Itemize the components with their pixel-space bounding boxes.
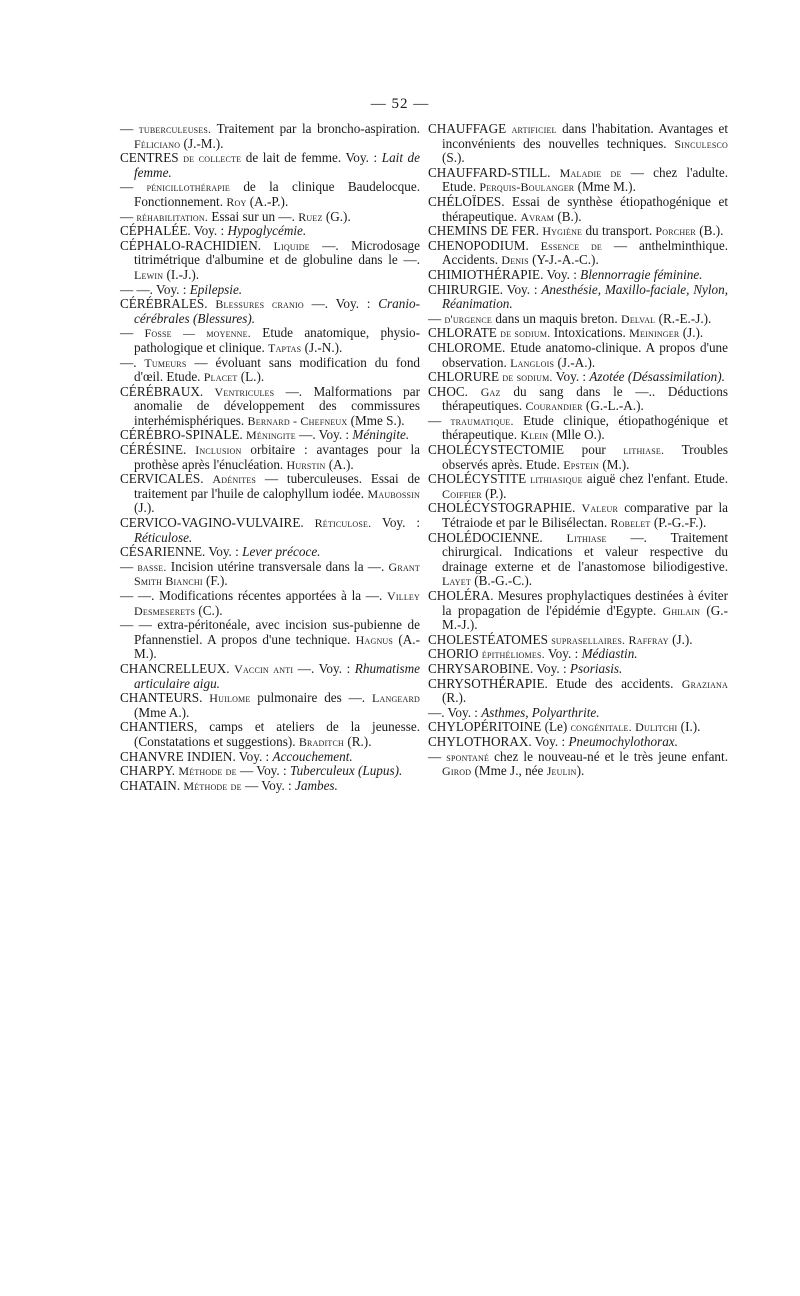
entry-text: — — [120, 558, 138, 574]
entry-text: comparative par la Tétraiode et par le Bilisélectan. — [442, 500, 728, 531]
index-entry — [120, 385, 420, 429]
entry-text: CÉRÉBRAUX. — [120, 383, 215, 399]
small-caps-text: Taptas — [268, 340, 302, 355]
right-column — [428, 122, 728, 779]
entry-text: CHRYSAROBINE. Voy. : — [428, 660, 570, 676]
index-entry — [120, 618, 420, 662]
entry-text: dans un maquis breton. — [492, 310, 621, 326]
entry-text: — —. Modifications récentes apportées à la —. — [120, 588, 388, 603]
small-caps-text: Essence de — [540, 238, 603, 253]
italic-text: Asthmes, Polyarthrite. — [481, 704, 600, 720]
entry-text: CHANCRELLEUX. — [120, 660, 235, 676]
entry-text: — — [120, 179, 147, 195]
entry-text: (R.-E.-J.). — [655, 310, 712, 326]
small-caps-text: Lewin — [134, 267, 164, 282]
small-caps-text: basse. — [137, 559, 167, 574]
entry-text: CHANTEURS. — [120, 690, 210, 706]
small-caps-text: Meininger — [629, 326, 680, 341]
index-entry — [428, 312, 728, 327]
entry-text: Incision utérine transversale dans la —. — [166, 558, 389, 574]
small-caps-text: Epstein — [563, 457, 600, 472]
entry-text: CHLORATE — [428, 325, 501, 341]
small-caps-text: Roy — [226, 194, 247, 209]
entry-text: —. Malformations par anomalie de développement des commissures interhémisphériques. — [134, 383, 421, 428]
entry-text: CHATAIN. — [120, 777, 184, 793]
italic-text: Tuberculeux (Lupus). — [289, 763, 403, 779]
entry-text: Intoxications. — [550, 325, 630, 341]
small-caps-text: Hurstin — [286, 457, 326, 472]
small-caps-text: lithiase. — [623, 443, 665, 458]
entry-text: CHAUFFARD-STILL. — [428, 164, 560, 180]
entry-text: CÉRÉSINE. — [120, 442, 196, 458]
entry-text: (A.). — [325, 456, 354, 472]
entry-text: Voy. : — [371, 515, 420, 531]
entry-text: — chez l'adulte. Etude. — [442, 164, 728, 195]
index-entry — [428, 385, 728, 414]
italic-text: Anesthésie, Maxillo-faciale, Nylon, Réanimation. — [442, 281, 728, 312]
index-entry — [120, 326, 420, 355]
entry-text: (Mme M.). — [574, 179, 636, 195]
index-entry — [120, 239, 420, 283]
index-entry — [428, 268, 728, 283]
small-caps-text: Méthode de — [183, 778, 242, 793]
small-caps-text: Liquide — [273, 238, 310, 253]
entry-text: — anthelminthique. Accidents. — [442, 237, 729, 268]
small-caps-text: Huilome — [209, 691, 251, 706]
index-entry — [120, 151, 420, 180]
entry-text: — — [428, 310, 445, 326]
index-entry — [428, 677, 728, 706]
entry-text: CÉPHALO-RACHIDIEN. — [120, 237, 274, 253]
entry-text: Essai sur un —. — [208, 208, 299, 224]
small-caps-text: Inclusion — [195, 443, 242, 458]
small-caps-text: traumatique. — [450, 413, 514, 428]
italic-text: Rhumatisme articulaire aigu. — [134, 660, 420, 691]
entry-text: ). — [576, 763, 585, 779]
entry-text: (S.). — [442, 150, 465, 166]
italic-text: Accouchement. — [272, 748, 353, 764]
index-entry — [120, 720, 420, 749]
index-entry — [120, 516, 420, 545]
entry-text: — — [428, 748, 447, 764]
entry-text: CHENOPODIUM. — [428, 237, 541, 253]
entry-text: Voy. : — [544, 646, 582, 662]
entry-text: —. Voy. : — [295, 427, 353, 443]
entry-text: (B.). — [554, 208, 582, 224]
left-column — [120, 122, 420, 793]
entry-text: — — [120, 208, 137, 224]
entry-text: —. Microdosage titrimétrique d'albumine et de globuline dans le —. — [134, 237, 420, 268]
index-entry — [120, 691, 420, 720]
index-entry — [120, 589, 420, 618]
entry-text: CHLOROME. Etude anatomo-clinique. A propos d'une observation. — [428, 339, 728, 370]
index-entry — [428, 531, 728, 589]
small-caps-text: Placet — [203, 370, 238, 385]
entry-text: — — [120, 121, 139, 136]
entry-text: (J.-N.). — [301, 339, 343, 355]
entry-text: — tuberculeuses. Essai de traitement par l'huile de calophyllum iodée. — [134, 471, 420, 501]
small-caps-text: Réticulose. — [314, 516, 372, 531]
small-caps-text: Langeard — [371, 691, 420, 706]
entry-text: (Y-J.-A.-C.). — [528, 252, 599, 268]
index-entry — [120, 283, 420, 298]
entry-text: dans l'habitation. Avantages et inconvénients des nouvelles techniques. — [442, 121, 728, 151]
entry-text: CHIMIOTHÉRAPIE. Voy. : — [428, 266, 581, 282]
small-caps-text: tuberculeuses. — [138, 122, 212, 136]
entry-text: (G.). — [322, 208, 351, 224]
entry-text: Etude anatomique, physio-pathologique et clinique. — [134, 325, 421, 355]
index-entry — [120, 662, 420, 691]
entry-text: — Voy. : — [236, 763, 290, 779]
index-entry — [428, 647, 728, 662]
small-caps-text: Tumeurs — [144, 355, 187, 370]
index-entry — [120, 750, 420, 765]
entry-text: — — extra-péritonéale, avec incision sus-pubienne de Pfannenstiel. A propos d'une technique. — [120, 617, 420, 647]
entry-text: Traitement par la broncho-aspiration. — [211, 121, 420, 136]
entry-text: CHANTIERS, camps et ateliers de la jeunesse. (Constatations et suggestions). — [120, 719, 420, 749]
entry-text: (J.-M.). — [180, 135, 224, 151]
entry-text: (P.). — [481, 485, 507, 501]
italic-text: Azotée (Désassimilation). — [589, 369, 725, 385]
entry-text: orbitaire : avantages pour la prothèse après l'énucléation. — [134, 442, 420, 472]
index-entry — [428, 370, 728, 385]
index-entry — [428, 706, 728, 721]
entry-text: (G.-L.-A.). — [582, 398, 644, 414]
index-entry — [428, 283, 728, 312]
small-caps-text: Méthode de — [178, 764, 237, 779]
entry-text: pulmonaire des —. — [250, 690, 372, 706]
small-caps-text: Méningite — [246, 428, 296, 443]
small-caps-text: Grant Smith Bianchi — [134, 559, 420, 589]
index-entry — [120, 122, 420, 151]
entry-text: —. Voy. : — [428, 704, 482, 720]
entry-text: CHANVRE INDIEN. Voy. : — [120, 748, 273, 764]
small-caps-text: Graziana — [681, 676, 728, 691]
index-entry — [120, 428, 420, 443]
small-caps-text: Layet — [442, 574, 471, 589]
small-caps-text: Gaz — [480, 384, 501, 399]
index-entry — [428, 501, 728, 530]
entry-text: — évoluant sans modification du fond d'œil. Etude. — [134, 354, 421, 385]
small-caps-text: Maladie de — [559, 165, 622, 180]
small-caps-text: lithiasique — [530, 472, 583, 487]
small-caps-text: Bernard - Chefneux — [247, 413, 348, 428]
small-caps-text: Fosse — moyenne. — [144, 326, 251, 341]
entry-text: Voy. : — [552, 369, 590, 385]
entry-text: (A.-M.). — [134, 631, 420, 662]
entry-text: —. Traitement chirurgical. Indications et valeur respective du drainage externe et de l'anastomose biliodigestive. — [442, 529, 728, 574]
entry-text: (J.). — [679, 325, 704, 341]
small-caps-text: Valeur — [581, 501, 619, 516]
small-caps-text: réhabilitation. — [136, 209, 209, 224]
small-caps-text: artificiel — [511, 122, 557, 136]
entry-text: CHAUFFAGE — [428, 121, 512, 136]
italic-text: Réticulose. — [134, 529, 193, 545]
entry-text: (C.). — [195, 602, 223, 618]
small-caps-text: Avram — [520, 209, 555, 224]
small-caps-text: Hygiène — [542, 224, 583, 239]
entry-text: (I.-J.). — [163, 266, 200, 282]
small-caps-text: Robelet — [610, 516, 651, 531]
small-caps-text: Ruez — [298, 209, 323, 224]
entry-text: CERVICALES. — [120, 471, 213, 487]
entry-text: CHOLÉCYSTOGRAPHIE. — [428, 500, 582, 516]
small-caps-text: Villey Desmeserets — [134, 589, 420, 618]
index-entry — [120, 764, 420, 779]
small-caps-text: Vaccin anti — [234, 661, 294, 676]
index-entry — [120, 779, 420, 794]
entry-text: CHOLÉRA. Mesures prophylactiques destinées à éviter la propagation de l'épidémie d'Egypte. — [428, 588, 728, 618]
small-caps-text: Ghilain — [662, 603, 701, 618]
entry-text: aiguë chez l'enfant. Etude. — [582, 471, 729, 487]
small-caps-text: Ventricules — [214, 384, 275, 399]
index-entry — [120, 356, 420, 385]
small-caps-text: Blessures cranio — [215, 297, 304, 312]
index-entry — [428, 414, 728, 443]
small-caps-text: pénicillothérapie — [146, 180, 230, 195]
index-entry — [120, 472, 420, 516]
small-caps-text: de sodium. — [500, 326, 551, 341]
small-caps-text: Denis — [501, 253, 529, 268]
index-entry — [428, 472, 728, 501]
italic-text: Pneumochylothorax. — [568, 733, 678, 749]
index-entry — [120, 180, 420, 209]
index-entry — [428, 166, 728, 195]
index-entry — [428, 633, 728, 648]
entry-text: CHÉLOÏDES. Essai de synthèse étiopathogénique et thérapeutique. — [428, 193, 728, 224]
italic-text: Médiastin. — [581, 646, 638, 662]
entry-text: — — [428, 412, 451, 428]
entry-text: CHYLOTHORAX. Voy. : — [428, 733, 569, 749]
entry-text: CÉRÉBRALES. — [120, 296, 216, 312]
small-caps-text: Féliciano — [134, 136, 181, 151]
index-entry — [120, 443, 420, 472]
entry-text: de lait de femme. Voy. : — [241, 150, 382, 166]
entry-text: CHOLESTÉATOMES — [428, 631, 552, 647]
entry-text: (Mme A.). — [134, 704, 190, 720]
entry-text: CHYLOPÉRITOINE (Le) — [428, 719, 571, 735]
entry-text: (J.). — [134, 500, 155, 516]
entry-text: —. Voy. : — [303, 296, 379, 312]
index-entry — [120, 560, 420, 589]
small-caps-text: Coiffier — [442, 486, 482, 501]
entry-text: (P.-G.-F.). — [650, 515, 707, 531]
italic-text: Jambes. — [295, 777, 338, 793]
italic-text: Epilepsie. — [189, 281, 243, 297]
entry-text: CHLORURE — [428, 369, 503, 385]
index-entry — [428, 195, 728, 224]
small-caps-text: d'urgence — [444, 311, 493, 326]
page-number: — 52 — — [370, 96, 430, 112]
entry-text: CHIRURGIE. Voy. : — [428, 281, 542, 297]
entry-text: (Mme S.). — [347, 412, 405, 428]
entry-text: (I.). — [677, 719, 701, 735]
small-caps-text: Courandier — [525, 399, 583, 414]
entry-text: (F.). — [202, 573, 228, 589]
entry-text: CHOC. — [428, 383, 481, 399]
italic-text: Méningite. — [352, 427, 410, 443]
small-caps-text: congénitale. — [570, 720, 632, 735]
entry-text: (Mme J., née — [471, 763, 547, 779]
italic-text: Psoriasis. — [569, 660, 623, 676]
index-entry — [120, 224, 420, 239]
entry-text: (R.). — [442, 690, 467, 706]
small-caps-text: Lithiase — [566, 530, 607, 545]
index-entry — [428, 239, 728, 268]
entry-text: CÉPHALÉE. Voy. : — [120, 223, 228, 239]
index-entry — [428, 735, 728, 750]
entry-text: (B.-G.-C.). — [470, 573, 533, 589]
index-entry — [428, 662, 728, 677]
entry-text: CENTRES — [120, 150, 184, 166]
index-entry — [428, 326, 728, 341]
small-caps-text: Delval — [620, 311, 656, 326]
entry-text: (R.). — [344, 733, 372, 749]
entry-text: de la clinique Baudelocque. Fonctionnement. — [134, 179, 421, 209]
italic-text: Blennorragie féminine. — [580, 266, 703, 282]
small-caps-text: Adénites — [212, 472, 257, 487]
entry-text: CHEMINS DE FER. — [428, 223, 543, 239]
entry-text: (B.). — [695, 223, 724, 239]
small-caps-text: de sodium. — [502, 370, 553, 385]
entry-text: CHRYSOTHÉRAPIE. Etude des accidents. — [428, 675, 682, 691]
entry-text: CÉRÉBRO-SPINALE. — [120, 427, 247, 443]
small-caps-text: Porcher — [655, 224, 696, 239]
small-caps-text: Maubossin — [367, 486, 420, 501]
entry-text: (A.-P.). — [246, 193, 289, 209]
entry-text: (Mlle O.). — [548, 427, 605, 443]
entry-text: — —. Voy. : — [120, 281, 190, 297]
entry-text: du transport. — [582, 223, 656, 239]
entry-text: — Voy. : — [241, 777, 295, 793]
entry-text: CERVICO-VAGINO-VULVAIRE. — [120, 515, 315, 531]
entry-text: — — [120, 325, 145, 341]
entry-text: chez le nouveau-né et le très jeune enfant. — [489, 748, 728, 764]
small-caps-text: spontané — [446, 749, 490, 764]
index-entry — [428, 720, 728, 735]
entry-text: Etude clinique, étiopathogénique et thérapeutique. — [442, 412, 729, 443]
small-caps-text: Langlois — [510, 355, 555, 370]
index-entry — [428, 443, 728, 472]
entry-text: CHORIO — [428, 646, 482, 662]
entry-text: CHARPY. — [120, 763, 179, 779]
index-entry — [428, 122, 728, 166]
small-caps-text: Perquis-Boulanger — [479, 180, 575, 195]
entry-text: (J.). — [668, 631, 693, 647]
entry-text: —. — [120, 354, 145, 370]
entry-text: CÉSARIENNE. Voy. : — [120, 544, 243, 560]
index-entry — [120, 297, 420, 326]
italic-text: Hypoglycémie. — [227, 223, 307, 239]
entry-text: —. Voy. : — [293, 660, 355, 676]
index-entry — [120, 210, 420, 225]
entry-text: CHOLÉCYSTITE — [428, 471, 531, 487]
entry-text: Troubles observés après. Etude. — [442, 442, 728, 472]
entry-text: (M.). — [599, 456, 630, 472]
small-caps-text: épithéliomes. — [481, 647, 545, 662]
index-entry — [428, 589, 728, 633]
index-entry — [120, 545, 420, 560]
entry-text: CHOLÉDOCIENNE. — [428, 529, 567, 545]
small-caps-text: Hagnus — [355, 632, 394, 647]
entry-text: (G.-M.-J.). — [442, 602, 728, 633]
small-caps-text: suprasellaires. — [551, 632, 626, 647]
entry-text: CHOLÉCYSTECTOMIE pour — [428, 442, 624, 458]
italic-text: Lait de femme. — [134, 150, 421, 180]
index-entry — [428, 224, 728, 239]
small-caps-text: Jeulin — [546, 764, 577, 779]
entry-text: (J.-A.). — [554, 354, 596, 370]
small-caps-text: Sinculesco — [674, 136, 728, 151]
index-entry — [428, 750, 728, 779]
small-caps-text: Klein — [520, 428, 549, 443]
small-caps-text: de collecte — [183, 151, 242, 166]
italic-text: Cranio-cérébrales (Blessures). — [134, 296, 421, 326]
entry-text: (L.). — [237, 369, 265, 385]
index-entry — [428, 341, 728, 370]
small-caps-text: Dulitchi — [635, 720, 678, 735]
entry-text: du sang dans le —.. Déductions thérapeutiques. — [442, 383, 728, 414]
small-caps-text: Raffray — [628, 632, 669, 647]
small-caps-text: Girod — [442, 764, 472, 779]
italic-text: Lever précoce. — [242, 544, 321, 560]
small-caps-text: Braditch — [298, 734, 345, 749]
